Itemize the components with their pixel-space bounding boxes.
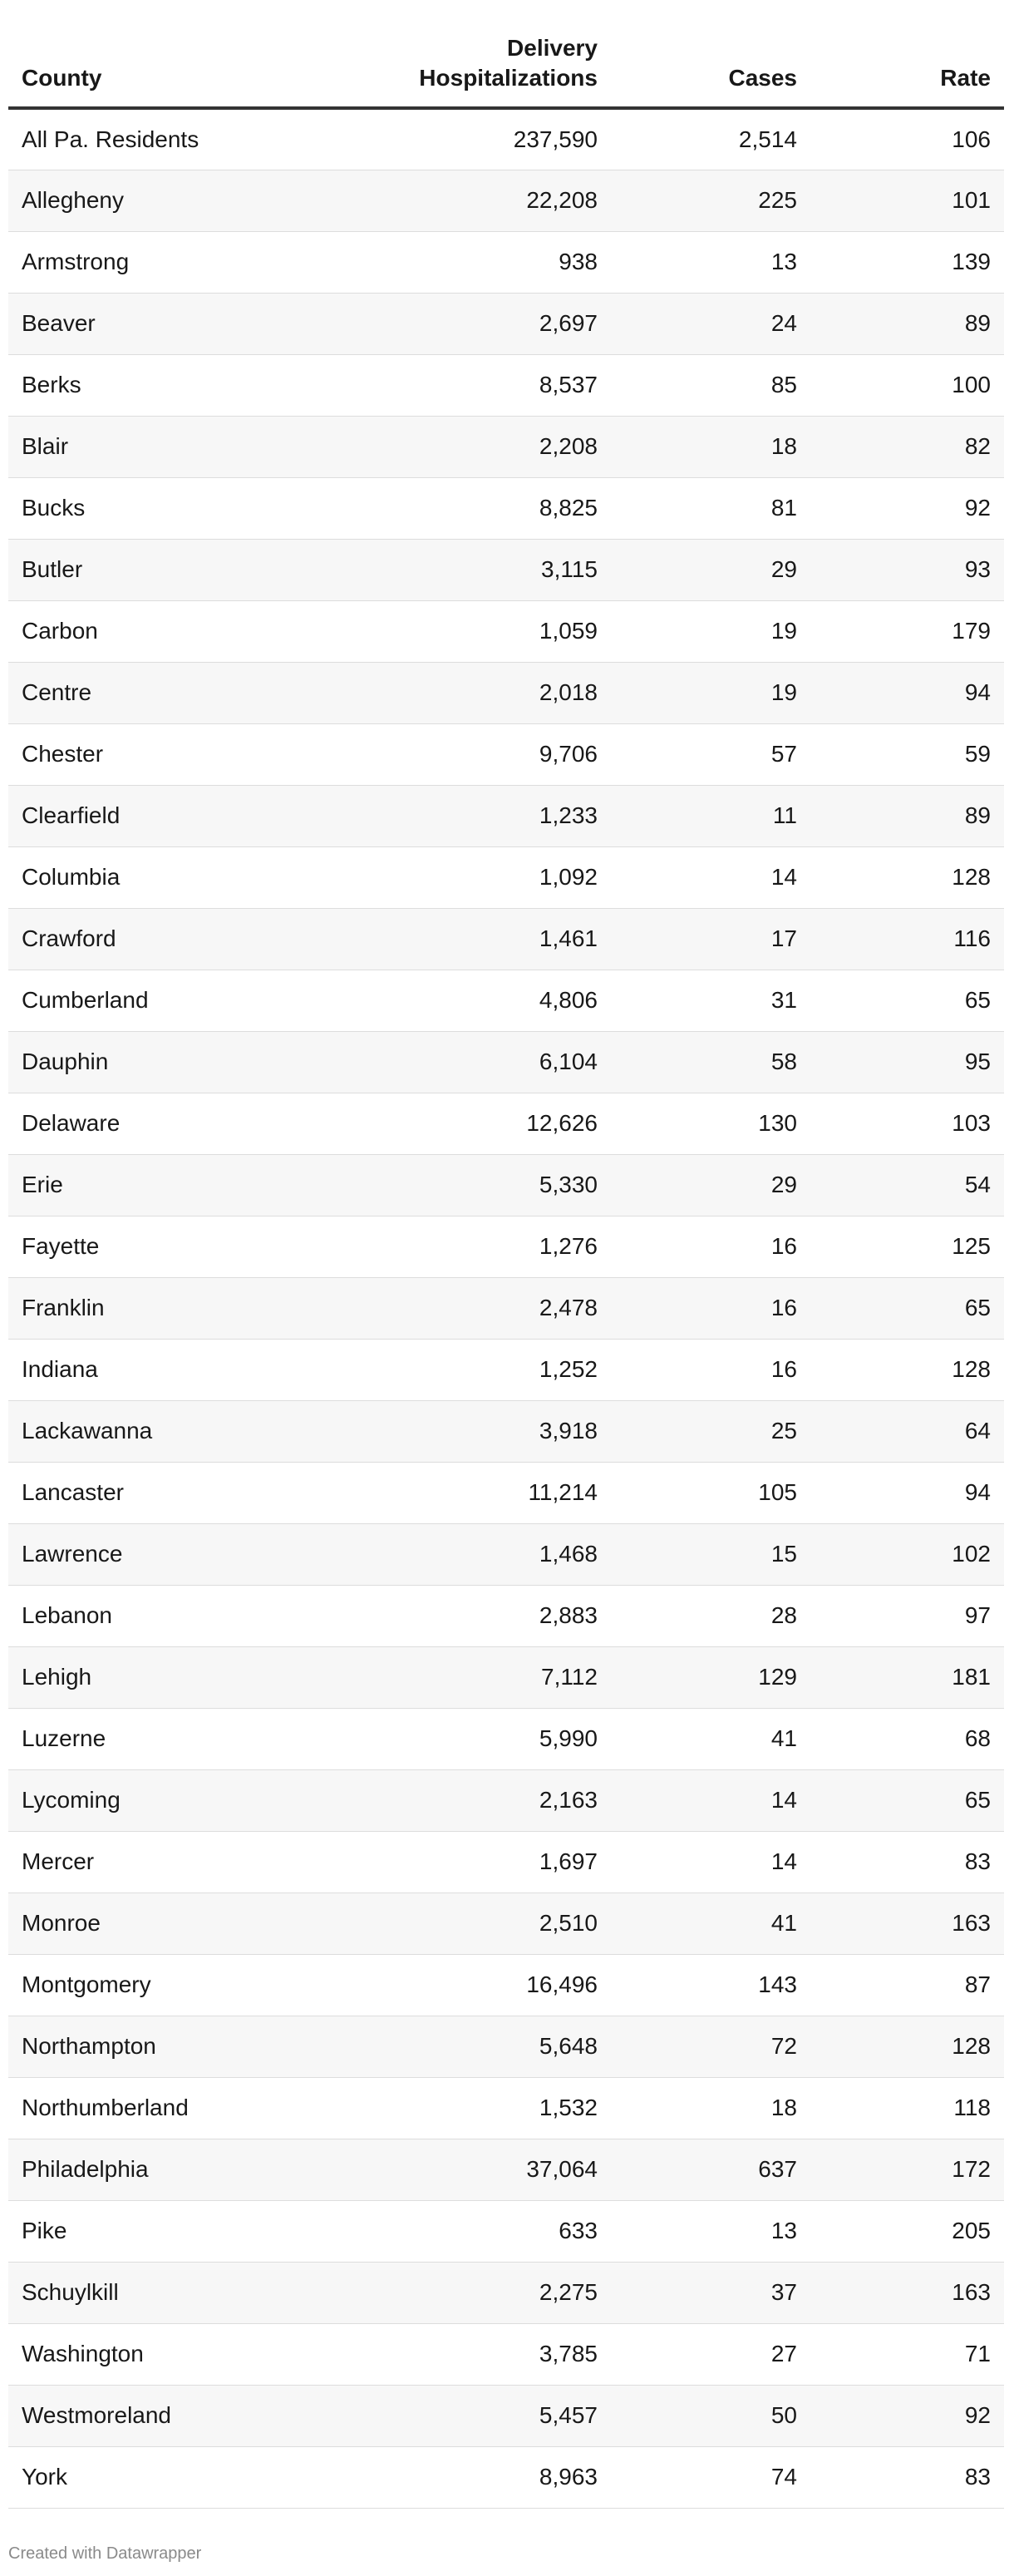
table-row: [8, 416, 1004, 477]
cases-cell: 105: [611, 1462, 810, 1523]
rate-cell: 89: [810, 785, 1004, 846]
table-row: [8, 1893, 1004, 1954]
cases-cell: 29: [611, 1154, 810, 1216]
rate-cell: 54: [810, 1154, 1004, 1216]
delivery-hospitalizations-cell: 37,064: [224, 2139, 611, 2200]
rate-cell: 163: [810, 2262, 1004, 2323]
cases-cell: 17: [611, 908, 810, 970]
table-row: [8, 1093, 1004, 1154]
delivery-hospitalizations-cell: 1,697: [224, 1831, 611, 1893]
county-cell: Northumberland: [8, 2077, 224, 2139]
column-header-county-label: County: [22, 65, 102, 91]
cases-cell: 19: [611, 662, 810, 723]
cases-cell: 129: [611, 1646, 810, 1708]
county-cell: Berks: [8, 354, 224, 416]
table-row: [8, 1462, 1004, 1523]
rate-cell: 128: [810, 846, 1004, 908]
delivery-hospitalizations-cell: 9,706: [224, 723, 611, 785]
rate-cell: 92: [810, 2385, 1004, 2446]
rate-cell: 65: [810, 1277, 1004, 1339]
delivery-hospitalizations-cell: 3,115: [224, 539, 611, 600]
column-header-delivery-line1: Delivery: [507, 35, 598, 61]
delivery-hospitalizations-cell: 22,208: [224, 170, 611, 231]
footer-credit: Created with Datawrapper: [8, 2544, 202, 2563]
county-cell: Washington: [8, 2323, 224, 2385]
delivery-hospitalizations-cell: 5,990: [224, 1708, 611, 1769]
county-cell: Beaver: [8, 293, 224, 354]
delivery-hospitalizations-cell: 12,626: [224, 1093, 611, 1154]
cases-cell: 15: [611, 1523, 810, 1585]
county-cell: Philadelphia: [8, 2139, 224, 2200]
table-row: [8, 1031, 1004, 1093]
delivery-hospitalizations-cell: 2,883: [224, 1585, 611, 1646]
county-cell: Schuylkill: [8, 2262, 224, 2323]
cases-cell: 81: [611, 477, 810, 539]
table-row: [8, 970, 1004, 1031]
rate-cell: 118: [810, 2077, 1004, 2139]
county-cell: Delaware: [8, 1093, 224, 1154]
county-rate-table: [8, 33, 1004, 2509]
rate-cell: 94: [810, 662, 1004, 723]
table-row: [8, 1769, 1004, 1831]
table-row: [8, 846, 1004, 908]
table-row: [8, 539, 1004, 600]
table-row: [8, 2077, 1004, 2139]
cases-cell: 25: [611, 1400, 810, 1462]
table-row: [8, 2385, 1004, 2446]
delivery-hospitalizations-cell: 1,276: [224, 1216, 611, 1277]
rate-cell: 71: [810, 2323, 1004, 2385]
rate-cell: 95: [810, 1031, 1004, 1093]
cases-cell: 130: [611, 1093, 810, 1154]
county-cell: Westmoreland: [8, 2385, 224, 2446]
cases-cell: 18: [611, 2077, 810, 2139]
cases-cell: 637: [611, 2139, 810, 2200]
rate-cell: 87: [810, 1954, 1004, 2016]
county-cell: Lawrence: [8, 1523, 224, 1585]
table-row: [8, 1831, 1004, 1893]
table-row: [8, 1708, 1004, 1769]
delivery-hospitalizations-cell: 2,275: [224, 2262, 611, 2323]
delivery-hospitalizations-cell: 2,163: [224, 1769, 611, 1831]
rate-cell: 89: [810, 293, 1004, 354]
column-header-delivery-line2: Hospitalizations: [419, 65, 598, 91]
delivery-hospitalizations-cell: 1,092: [224, 846, 611, 908]
county-cell: Indiana: [8, 1339, 224, 1400]
cases-cell: 85: [611, 354, 810, 416]
rate-cell: 179: [810, 600, 1004, 662]
table-row: [8, 2323, 1004, 2385]
cases-cell: 11: [611, 785, 810, 846]
table-row: [8, 908, 1004, 970]
table-row: [8, 1523, 1004, 1585]
column-header-rate[interactable]: [810, 33, 1004, 108]
rate-cell: 65: [810, 970, 1004, 1031]
column-header-rate-label: Rate: [940, 65, 991, 91]
county-cell: Columbia: [8, 846, 224, 908]
cases-cell: 74: [611, 2446, 810, 2508]
delivery-hospitalizations-cell: 938: [224, 231, 611, 293]
county-cell: Blair: [8, 416, 224, 477]
column-header-cases-label: Cases: [728, 65, 797, 91]
county-cell: Monroe: [8, 1893, 224, 1954]
table-row: [8, 293, 1004, 354]
county-cell: Clearfield: [8, 785, 224, 846]
delivery-hospitalizations-cell: 3,918: [224, 1400, 611, 1462]
county-cell: Mercer: [8, 1831, 224, 1893]
delivery-hospitalizations-cell: 5,330: [224, 1154, 611, 1216]
county-cell: Lehigh: [8, 1646, 224, 1708]
delivery-hospitalizations-cell: 1,532: [224, 2077, 611, 2139]
cases-cell: 72: [611, 2016, 810, 2077]
cases-cell: 27: [611, 2323, 810, 2385]
cases-cell: 18: [611, 416, 810, 477]
cases-cell: 143: [611, 1954, 810, 2016]
county-cell: All Pa. Residents: [8, 108, 224, 170]
county-cell: Luzerne: [8, 1708, 224, 1769]
rate-cell: 128: [810, 1339, 1004, 1400]
cases-cell: 19: [611, 600, 810, 662]
table-row: [8, 600, 1004, 662]
table-row: [8, 2262, 1004, 2323]
county-cell: Centre: [8, 662, 224, 723]
table-row: [8, 662, 1004, 723]
table-row: [8, 231, 1004, 293]
county-cell: Chester: [8, 723, 224, 785]
county-cell: Dauphin: [8, 1031, 224, 1093]
delivery-hospitalizations-cell: 3,785: [224, 2323, 611, 2385]
county-cell: Erie: [8, 1154, 224, 1216]
delivery-hospitalizations-cell: 2,697: [224, 293, 611, 354]
rate-cell: 83: [810, 1831, 1004, 1893]
delivery-hospitalizations-cell: 633: [224, 2200, 611, 2262]
county-cell: Pike: [8, 2200, 224, 2262]
county-cell: Lebanon: [8, 1585, 224, 1646]
column-header-county[interactable]: [8, 33, 224, 108]
delivery-hospitalizations-cell: 5,457: [224, 2385, 611, 2446]
cases-cell: 14: [611, 1769, 810, 1831]
rate-cell: 100: [810, 354, 1004, 416]
county-cell: Bucks: [8, 477, 224, 539]
county-cell: Lycoming: [8, 1769, 224, 1831]
cases-cell: 13: [611, 231, 810, 293]
cases-cell: 41: [611, 1893, 810, 1954]
rate-cell: 205: [810, 2200, 1004, 2262]
table-body: [8, 108, 1004, 2508]
cases-cell: 50: [611, 2385, 810, 2446]
county-cell: Northampton: [8, 2016, 224, 2077]
delivery-hospitalizations-cell: 2,478: [224, 1277, 611, 1339]
table-row: [8, 108, 1004, 170]
rate-cell: 163: [810, 1893, 1004, 1954]
county-cell: York: [8, 2446, 224, 2508]
table-row: [8, 1954, 1004, 2016]
rate-cell: 93: [810, 539, 1004, 600]
table-row: [8, 1277, 1004, 1339]
table-row: [8, 1216, 1004, 1277]
rate-cell: 83: [810, 2446, 1004, 2508]
column-header-delivery-hospitalizations[interactable]: [224, 33, 611, 108]
table-row: [8, 170, 1004, 231]
table-row: [8, 1646, 1004, 1708]
table-row: [8, 2446, 1004, 2508]
cases-cell: 14: [611, 1831, 810, 1893]
county-cell: Franklin: [8, 1277, 224, 1339]
delivery-hospitalizations-cell: 2,208: [224, 416, 611, 477]
county-cell: Carbon: [8, 600, 224, 662]
cases-cell: 24: [611, 293, 810, 354]
delivery-hospitalizations-cell: 2,018: [224, 662, 611, 723]
rate-cell: 116: [810, 908, 1004, 970]
cases-cell: 57: [611, 723, 810, 785]
rate-cell: 82: [810, 416, 1004, 477]
rate-cell: 68: [810, 1708, 1004, 1769]
delivery-hospitalizations-cell: 1,233: [224, 785, 611, 846]
table-row: [8, 2139, 1004, 2200]
county-cell: Cumberland: [8, 970, 224, 1031]
rate-cell: 172: [810, 2139, 1004, 2200]
delivery-hospitalizations-cell: 1,461: [224, 908, 611, 970]
table-row: [8, 2200, 1004, 2262]
delivery-hospitalizations-cell: 1,468: [224, 1523, 611, 1585]
delivery-hospitalizations-cell: 8,825: [224, 477, 611, 539]
rate-cell: 128: [810, 2016, 1004, 2077]
cases-cell: 29: [611, 539, 810, 600]
county-cell: Allegheny: [8, 170, 224, 231]
county-cell: Fayette: [8, 1216, 224, 1277]
county-cell: Butler: [8, 539, 224, 600]
cases-cell: 225: [611, 170, 810, 231]
delivery-hospitalizations-cell: 6,104: [224, 1031, 611, 1093]
rate-cell: 101: [810, 170, 1004, 231]
table-row: [8, 2016, 1004, 2077]
delivery-hospitalizations-cell: 2,510: [224, 1893, 611, 1954]
cases-cell: 14: [611, 846, 810, 908]
delivery-hospitalizations-cell: 237,590: [224, 108, 611, 170]
table-header: [8, 33, 1004, 108]
cases-cell: 16: [611, 1339, 810, 1400]
rate-cell: 94: [810, 1462, 1004, 1523]
rate-cell: 97: [810, 1585, 1004, 1646]
rate-cell: 103: [810, 1093, 1004, 1154]
cases-cell: 41: [611, 1708, 810, 1769]
county-cell: Armstrong: [8, 231, 224, 293]
delivery-hospitalizations-cell: 11,214: [224, 1462, 611, 1523]
table-row: [8, 1400, 1004, 1462]
county-cell: Lackawanna: [8, 1400, 224, 1462]
delivery-hospitalizations-cell: 5,648: [224, 2016, 611, 2077]
cases-cell: 16: [611, 1277, 810, 1339]
delivery-hospitalizations-cell: 8,963: [224, 2446, 611, 2508]
table-row: [8, 785, 1004, 846]
rate-cell: 102: [810, 1523, 1004, 1585]
table-row: [8, 1154, 1004, 1216]
cases-cell: 31: [611, 970, 810, 1031]
rate-cell: 92: [810, 477, 1004, 539]
rate-cell: 106: [810, 108, 1004, 170]
county-cell: Montgomery: [8, 1954, 224, 2016]
delivery-hospitalizations-cell: 7,112: [224, 1646, 611, 1708]
county-cell: Crawford: [8, 908, 224, 970]
cases-cell: 28: [611, 1585, 810, 1646]
rate-cell: 139: [810, 231, 1004, 293]
cases-cell: 2,514: [611, 108, 810, 170]
table-row: [8, 1585, 1004, 1646]
rate-cell: 125: [810, 1216, 1004, 1277]
column-header-cases[interactable]: [611, 33, 810, 108]
delivery-hospitalizations-cell: 8,537: [224, 354, 611, 416]
rate-cell: 64: [810, 1400, 1004, 1462]
table-row: [8, 477, 1004, 539]
cases-cell: 13: [611, 2200, 810, 2262]
cases-cell: 58: [611, 1031, 810, 1093]
delivery-hospitalizations-cell: 16,496: [224, 1954, 611, 2016]
county-cell: Lancaster: [8, 1462, 224, 1523]
table-row: [8, 1339, 1004, 1400]
cases-cell: 37: [611, 2262, 810, 2323]
delivery-hospitalizations-cell: 1,252: [224, 1339, 611, 1400]
data-table-container: [8, 33, 1004, 2509]
cases-cell: 16: [611, 1216, 810, 1277]
header-row: [8, 33, 1004, 108]
rate-cell: 65: [810, 1769, 1004, 1831]
rate-cell: 181: [810, 1646, 1004, 1708]
delivery-hospitalizations-cell: 4,806: [224, 970, 611, 1031]
delivery-hospitalizations-cell: 1,059: [224, 600, 611, 662]
table-row: [8, 354, 1004, 416]
rate-cell: 59: [810, 723, 1004, 785]
table-row: [8, 723, 1004, 785]
